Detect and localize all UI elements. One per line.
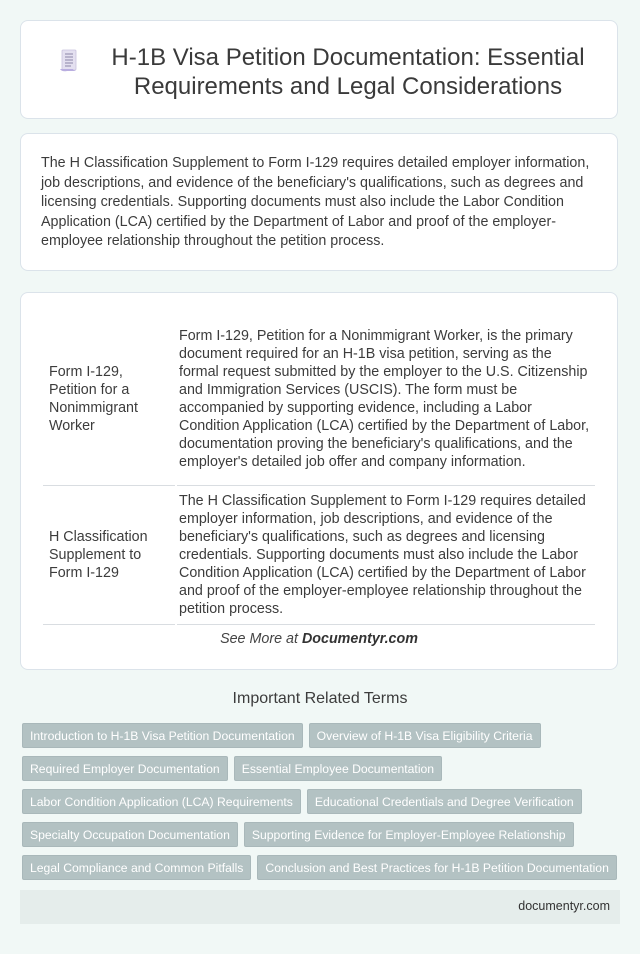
related-term-tag[interactable]: Educational Credentials and Degree Verification xyxy=(307,789,582,814)
description-cell: The H Classification Supplement to Form I-129 requires detailed employer information, job descriptions, and evidence of the beneficiary's qualifications, such as degrees and licensing credentials. Supporting documents must also include the Labor Condition Application (LCA) certified by the Department of Labor and proof of the employer-employee relationship throughout the petition process. xyxy=(177,486,595,625)
related-term-tag[interactable]: Labor Condition Application (LCA) Requirements xyxy=(22,789,301,814)
summary-card xyxy=(20,133,618,271)
related-term-tag[interactable]: Specialty Occupation Documentation xyxy=(22,822,238,847)
related-term-tag[interactable]: Essential Employee Documentation xyxy=(234,756,442,781)
summary-text: The H Classification Supplement to Form I-129 requires detailed employer information, job descriptions, and evidence of the beneficiary's qualifications, such as degrees and licensing credentials. Supporting documents must also include the Labor Condition Application (LCA) certified by the Department of Labor and proof of the employer-employee relationship throughout the petition process. xyxy=(41,155,590,249)
term-cell: H Classification Supplement to Form I-129 xyxy=(43,486,175,625)
related-term-tag[interactable]: Legal Compliance and Common Pitfalls xyxy=(22,855,251,880)
related-term-tag[interactable]: Overview of H-1B Visa Eligibility Criteria xyxy=(309,723,541,748)
table-row xyxy=(43,313,595,486)
description-cell: Form I-129, Petition for a Nonimmigrant Worker, is the primary document required for an H-1B visa petition, serving as the formal request submitted by the employer to the U.S. Citizenship and Immigration Services (USCIS). The form must be accompanied by supporting evidence, including a Labor Condition Application (LCA) certified by the Department of Labor, documentation proving the beneficiary's qualifications, and the employer's detailed job offer and company information. xyxy=(177,313,595,486)
footer-site-link[interactable]: documentyr.com xyxy=(518,899,610,913)
see-more-prefix: See More at xyxy=(220,631,298,647)
terms-table-card xyxy=(20,292,618,670)
related-term-tag[interactable]: Required Employer Documentation xyxy=(22,756,228,781)
page-title: H-1B Visa Petition Documentation: Essential Requirements and Legal Considerations xyxy=(111,44,585,100)
footer xyxy=(20,890,620,924)
header-card xyxy=(20,20,618,119)
term-cell: Form I-129, Petition for a Nonimmigrant Worker xyxy=(43,313,175,486)
see-more-site[interactable]: Documentyr.com xyxy=(301,631,418,647)
related-term-tag[interactable]: Introduction to H-1B Visa Petition Documentation xyxy=(22,723,303,748)
terms-table xyxy=(41,313,597,625)
document-scroll-icon xyxy=(59,49,79,73)
see-more-link[interactable] xyxy=(21,631,617,647)
related-term-tag[interactable]: Supporting Evidence for Employer-Employee Relationship xyxy=(244,822,574,847)
related-term-tag[interactable]: Conclusion and Best Practices for H-1B Petition Documentation xyxy=(257,855,616,880)
related-terms-list xyxy=(22,723,622,880)
related-terms-heading: Important Related Terms xyxy=(232,690,408,707)
table-row xyxy=(43,486,595,625)
